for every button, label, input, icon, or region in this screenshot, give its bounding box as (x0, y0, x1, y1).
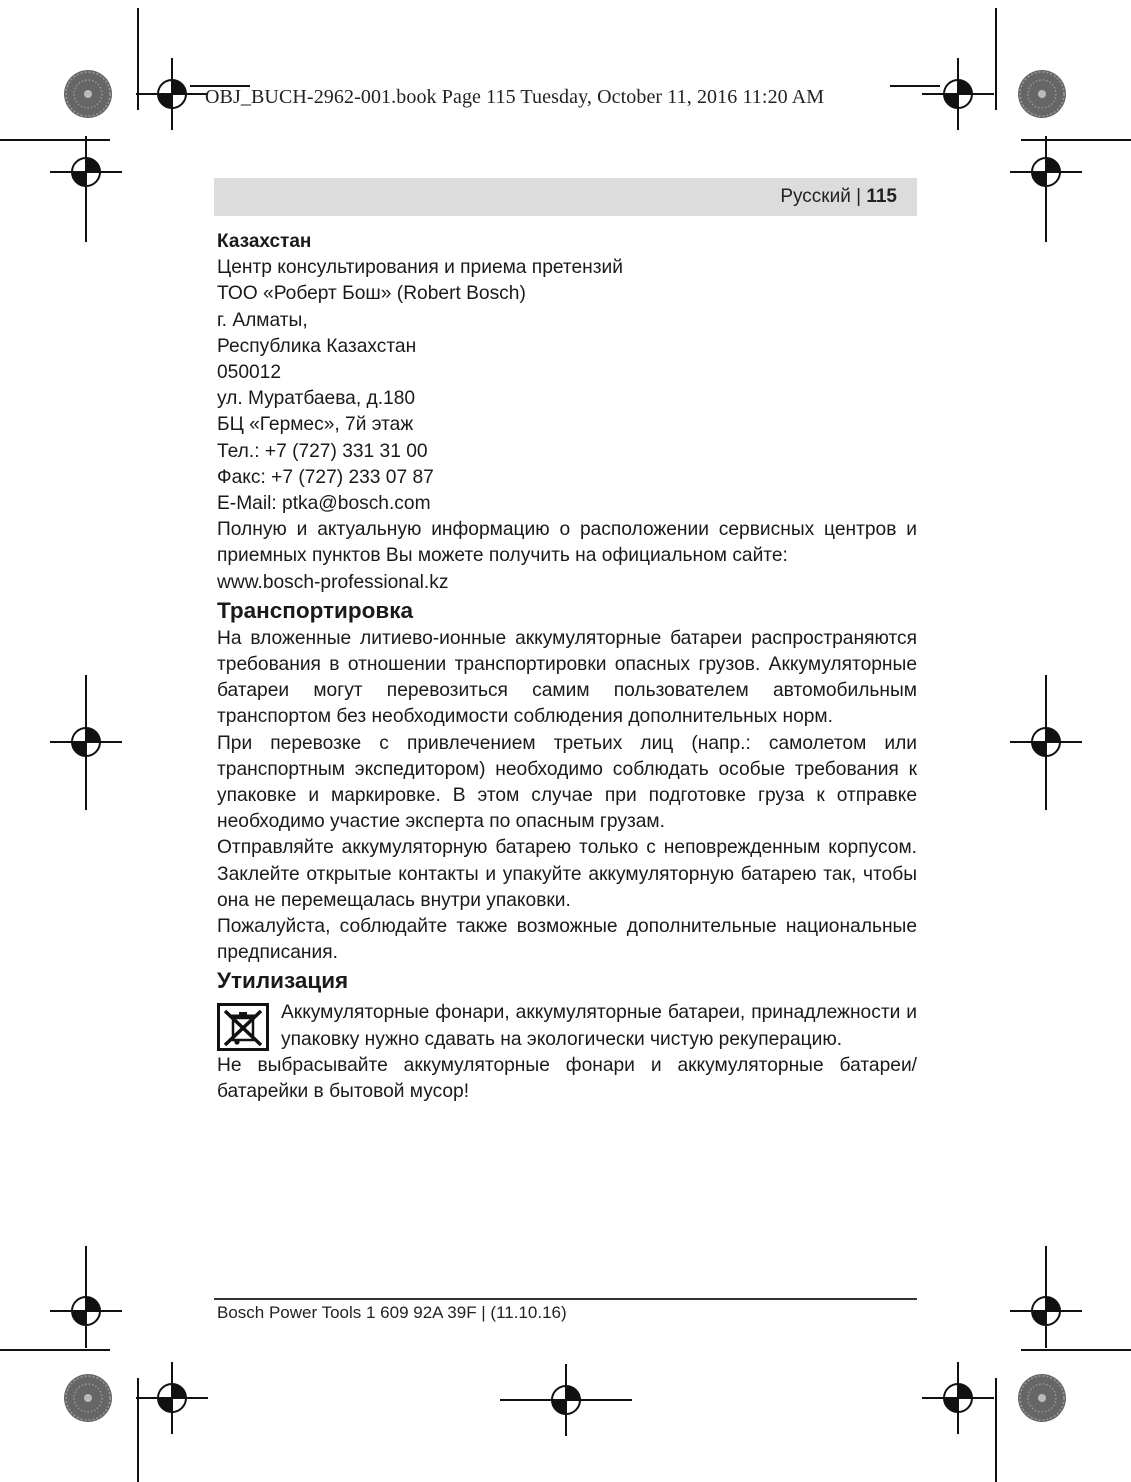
contact-line: ул. Муратбаева, д.180 (217, 388, 416, 410)
service-info-text: Полную и актуальную информацию о расположении сервисных центров и приемных пунктов Вы можете получить на официальном сайте: (217, 519, 917, 567)
contact-line: г. Алматы, (217, 309, 308, 331)
footer-rule (214, 1298, 917, 1300)
page-number: 115 (866, 186, 897, 207)
transport-paragraph-2: При перевозке с привлечением третьих лиц (напр.: самолетом или транспортным экспедитором) необходимо соблюдать особые требования к упаковке и маркировке. В этом случае при подготовке груза к отправке необходимо участие эксперта по опасным грузам. (217, 732, 917, 833)
page-content (217, 229, 917, 1105)
contact-line: ТОО «Роберт Бош» (Robert Bosch) (217, 283, 526, 305)
kazakhstan-heading: Казахстан (217, 231, 312, 252)
disposal-heading: Утилизация (217, 968, 349, 994)
print-job-header: OBJ_BUCH-2962-001.book Page 115 Tuesday, October 11, 2016 11:20 AM (205, 86, 825, 108)
transport-heading: Транспортировка (217, 597, 413, 623)
contact-line: БЦ «Гермес», 7й этаж (217, 414, 414, 436)
contact-line: Республика Казахстан (217, 335, 417, 357)
contact-line: 050012 (217, 362, 282, 384)
crossed-out-wheelie-bin-icon (217, 1003, 269, 1051)
disposal-paragraph-2: Не выбрасывайте аккумуляторные фонари и аккумуляторные батареи/батарейки в бытовой мусор! (217, 1054, 917, 1103)
contact-line: Тел.: +7 (727) 331 31 00 (217, 440, 428, 462)
disposal-paragraph-1: Аккумуляторные фонари, аккумуляторные батареи, принадлежности и упаковку нужно сдавать на экологически чистую рекуперацию. (281, 1002, 917, 1050)
footer-text: Bosch Power Tools 1 609 92A 39F | (11.10.16) (217, 1303, 567, 1322)
transport-paragraph-1: На вложенные литиево-ионные аккумуляторные батареи распространяются требования в отношении транспортировки опасных грузов. Аккумуляторные батареи могут перевозиться самим пользователем автомобильным транспортом без необходимости соблюдения дополнительных норм. (217, 627, 917, 728)
page-header-band (214, 178, 917, 216)
contact-line: Факс: +7 (727) 233 07 87 (217, 466, 434, 488)
transport-paragraph-4: Пожалуйста, соблюдайте также возможные дополнительные национальные предписания. (217, 916, 917, 964)
header-separator: | (856, 186, 862, 207)
website-link: www.bosch-professional.kz (217, 571, 449, 593)
page-header-text (780, 186, 897, 208)
contact-line: Центр консультирования и приема претензий (217, 257, 623, 279)
language-label: Русский (780, 186, 851, 207)
disposal-notice (217, 1000, 917, 1052)
transport-paragraph-3: Отправляйте аккумуляторную батарею только с неповрежденным корпусом. Заклейте открытые контакты и упакуйте аккумуляторную батарею так, чтобы она не перемещалась внутри упаковки. (217, 837, 917, 911)
contact-email: E-Mail: ptka@bosch.com (217, 493, 431, 515)
